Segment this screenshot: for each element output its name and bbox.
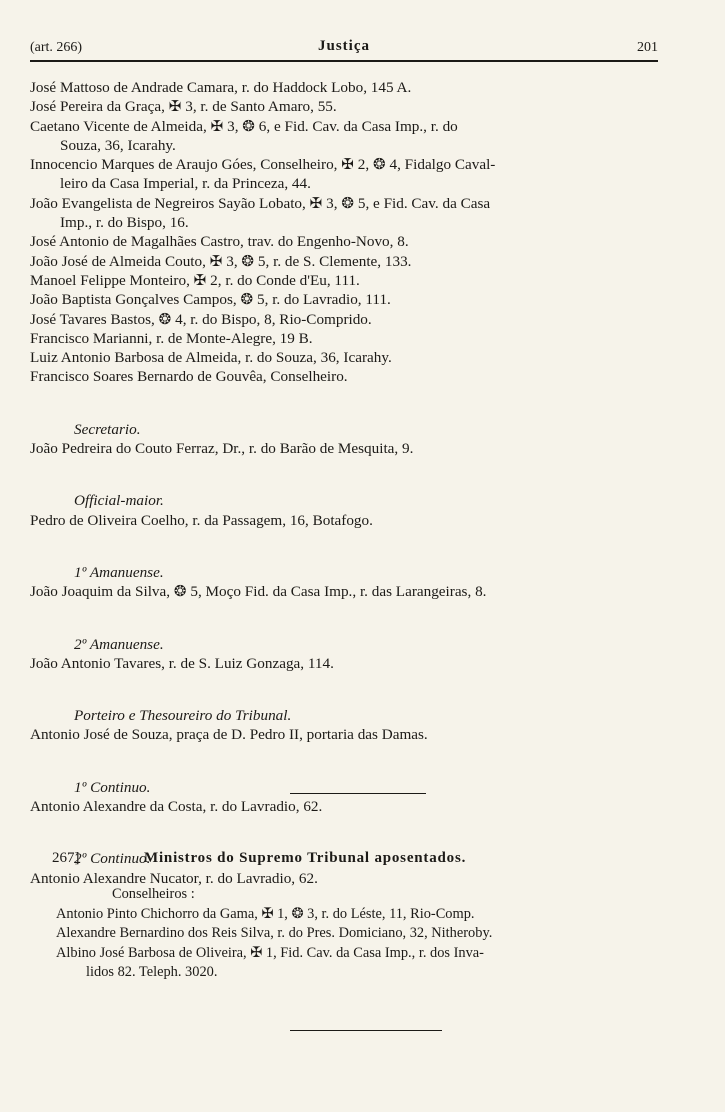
list-item: Manoel Felippe Monteiro, ✠ 2, r. do Conde d'Eu, 111. bbox=[30, 271, 360, 289]
page-number: 201 bbox=[637, 40, 658, 55]
official-maior-heading: Official-maior. bbox=[74, 492, 164, 510]
section-number: 267] bbox=[52, 850, 80, 866]
secretario-heading: Secretario. bbox=[74, 420, 141, 438]
section-267-title: Ministros do Supremo Tribunal aposentados. bbox=[144, 850, 467, 866]
divider-rule bbox=[290, 793, 426, 794]
list-item: José Pereira da Graça, ✠ 3, r. de Santo Amaro, 55. bbox=[30, 98, 337, 116]
official-maior-entry: Pedro de Oliveira Coelho, r. da Passagem, 16, Botafogo. bbox=[30, 511, 373, 529]
porteiro-entry: Antonio José de Souza, praça de D. Pedro II, portaria das Damas. bbox=[30, 726, 428, 744]
continuo1-entry: Antonio Alexandre da Costa, r. do Lavradio, 62. bbox=[30, 798, 323, 816]
list-item-continuation: Souza, 36, Icarahy. bbox=[60, 136, 176, 154]
amanuense1-entry: João Joaquim da Silva, ❂ 5, Moço Fid. da Casa Imp., r. das Larangeiras, 8. bbox=[30, 583, 487, 601]
judges-list bbox=[30, 78, 495, 888]
list-item: Albino José Barbosa de Oliveira, ✠ 1, Fid. Cav. da Casa Imp., r. dos Inva- bbox=[56, 944, 484, 961]
list-item: João Baptista Gonçalves Campos, ❂ 5, r. do Lavradio, 111. bbox=[30, 291, 391, 309]
amanuense1-heading: 1º Amanuense. bbox=[74, 563, 164, 581]
list-item: Caetano Vicente de Almeida, ✠ 3, ❂ 6, e Fid. Cav. da Casa Imp., r. do bbox=[30, 117, 458, 135]
continuo1-heading: 1º Continuo. bbox=[74, 778, 151, 796]
list-item: Antonio Pinto Chichorro da Gama, ✠ 1, ❂ 3, r. do Léste, 11, Rio-Comp. bbox=[56, 905, 475, 922]
list-item: Innocencio Marques de Araujo Góes, Conselheiro, ✠ 2, ❂ 4, Fidalgo Caval- bbox=[30, 156, 496, 174]
porteiro-heading: Porteiro e Thesoureiro do Tribunal. bbox=[74, 707, 292, 725]
list-item-continuation: lidos 82. Teleph. 3020. bbox=[86, 964, 218, 980]
list-item-continuation: Imp., r. do Bispo, 16. bbox=[60, 214, 189, 232]
conselheiros-subheading: Conselheiros : bbox=[112, 886, 195, 902]
section-title: Justiça bbox=[318, 38, 370, 54]
list-item: José Antonio de Magalhães Castro, trav. do Engenho-Novo, 8. bbox=[30, 233, 409, 251]
list-item-continuation: leiro da Casa Imperial, r. da Princeza, 44. bbox=[60, 175, 311, 193]
running-header bbox=[30, 36, 658, 62]
list-item: João José de Almeida Couto, ✠ 3, ❂ 5, r. de S. Clemente, 133. bbox=[30, 252, 412, 270]
amanuense2-entry: João Antonio Tavares, r. de S. Luiz Gonzaga, 114. bbox=[30, 654, 334, 672]
retired-ministers-list bbox=[56, 885, 492, 983]
list-item: José Tavares Bastos, ❂ 4, r. do Bispo, 8, Rio-Comprido. bbox=[30, 310, 372, 328]
list-item: José Mattoso de Andrade Camara, r. do Haddock Lobo, 145 A. bbox=[30, 79, 412, 96]
list-item: João Evangelista de Negreiros Sayão Lobato, ✠ 3, ❂ 5, e Fid. Cav. da Casa bbox=[30, 194, 491, 212]
list-item: Francisco Soares Bernardo de Gouvêa, Conselheiro. bbox=[30, 368, 348, 386]
list-item: Luiz Antonio Barbosa de Almeida, r. do Souza, 36, Icarahy. bbox=[30, 349, 392, 367]
secretario-entry: João Pedreira do Couto Ferraz, Dr., r. do Barão de Mesquita, 9. bbox=[30, 440, 414, 458]
continuo2-heading: 2º Continuo. bbox=[74, 850, 151, 868]
divider-rule bbox=[290, 1030, 442, 1031]
amanuense2-heading: 2º Amanuense. bbox=[74, 635, 164, 653]
list-item: Francisco Marianni, r. de Monte-Alegre, 19 B. bbox=[30, 329, 313, 347]
continuo2-entry: Antonio Alexandre Nucator, r. do Lavradio, 62. bbox=[30, 869, 318, 887]
article-reference: (art. 266) bbox=[30, 40, 83, 55]
list-item: Alexandre Bernardino dos Reis Silva, r. do Pres. Domiciano, 32, Nitheroby. bbox=[56, 925, 493, 941]
